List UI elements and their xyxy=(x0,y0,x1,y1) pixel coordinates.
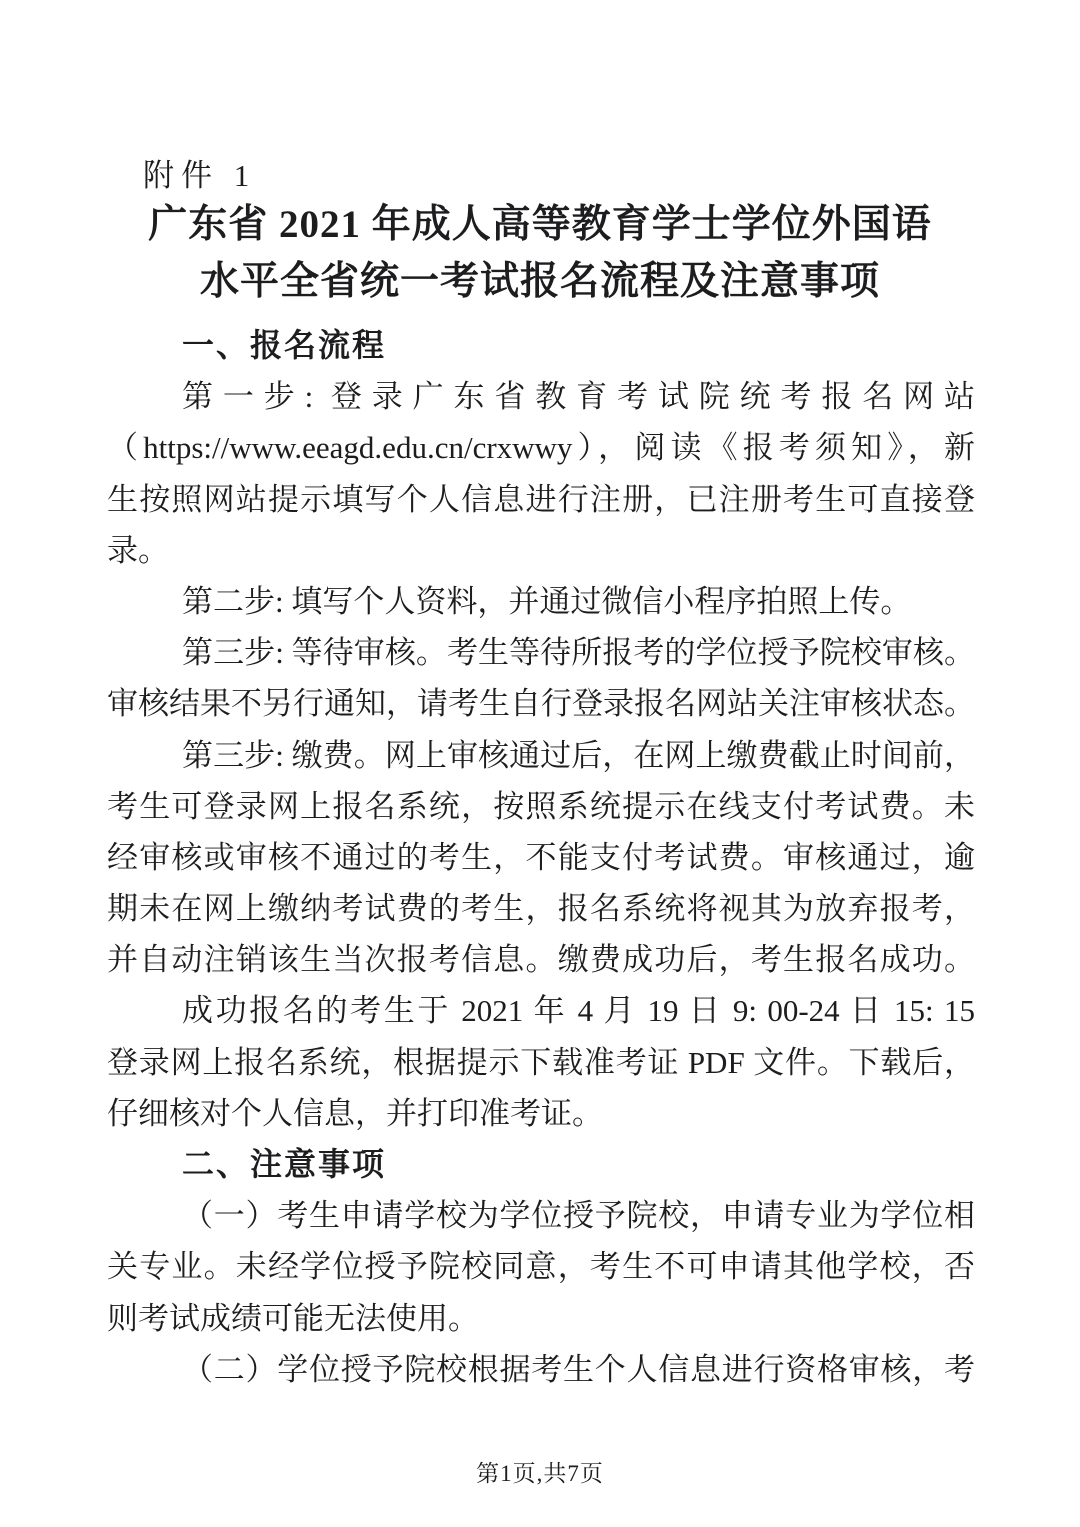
step-3-review-line-1: 第三步: 等待审核。考生等待所报考的学位授予院校审核。 xyxy=(182,635,975,671)
attachment-label: 附件 1 xyxy=(143,158,257,193)
step-1-line-2-url: （https://www.eeagd.edu.cn/crxwwy），阅读《报考须知》，新 xyxy=(107,430,975,466)
step-3-payment-line-2: 考生可登录网上报名系统，按照系统提示在线支付考试费。未 xyxy=(107,788,975,824)
note-1-line-3: 则考试成绩可能无法使用。 xyxy=(107,1300,479,1336)
page-number-indicator: 第1页,共7页 xyxy=(476,1461,604,1486)
step-1-line-4: 录。 xyxy=(107,532,169,568)
document-title-line-2: 水平全省统一考试报名流程及注意事项 xyxy=(199,260,880,303)
admission-ticket-line-1: 成功报名的考生于 2021 年 4 月 19 日 9: 00-24 日 15: 15 xyxy=(182,993,975,1029)
note-1-line-2: 关专业。未经学位授予院校同意，考生不可申请其他学校，否 xyxy=(107,1249,975,1285)
step-3-payment-line-3: 经审核或审核不通过的考生，不能支付考试费。审核通过，逾 xyxy=(107,839,975,875)
document-body xyxy=(107,320,975,1395)
step-2-line-1: 第二步: 填写个人资料，并通过微信小程序拍照上传。 xyxy=(182,583,912,619)
step-3-review-line-2: 审核结果不另行通知，请考生自行登录报名网站关注审核状态。 xyxy=(107,686,975,722)
step-3-payment-line-1: 第三步: 缴费。网上审核通过后，在网上缴费截止时间前， xyxy=(182,737,975,773)
section-2-heading: 二、注意事项 xyxy=(182,1146,387,1182)
document-title-line-1: 广东省 2021 年成人高等教育学士学位外国语 xyxy=(148,203,932,246)
note-1-line-1: （一）考生申请学校为学位授予院校，申请专业为学位相 xyxy=(182,1198,975,1234)
document-title xyxy=(0,196,1080,310)
step-3-payment-line-4: 期未在网上缴纳考试费的考生，报名系统将视其为放弃报考， xyxy=(107,891,975,927)
step-3-payment-line-5: 并自动注销该生当次报考信息。缴费成功后，考生报名成功。 xyxy=(107,942,975,978)
admission-ticket-line-2: 登录网上报名系统，根据提示下载准考证 PDF 文件。下载后， xyxy=(107,1044,975,1080)
note-2-line-1: （二）学位授予院校根据考生个人信息进行资格审核，考 xyxy=(182,1351,975,1387)
step-1-line-1: 第一步: 登录广东省教育考试院统考报名网站 xyxy=(182,379,975,415)
step-1-line-3: 生按照网站提示填写个人信息进行注册，已注册考生可直接登 xyxy=(107,481,975,517)
section-1-heading: 一、报名流程 xyxy=(182,327,387,363)
admission-ticket-line-3: 仔细核对个人信息，并打印准考证。 xyxy=(107,1095,603,1131)
